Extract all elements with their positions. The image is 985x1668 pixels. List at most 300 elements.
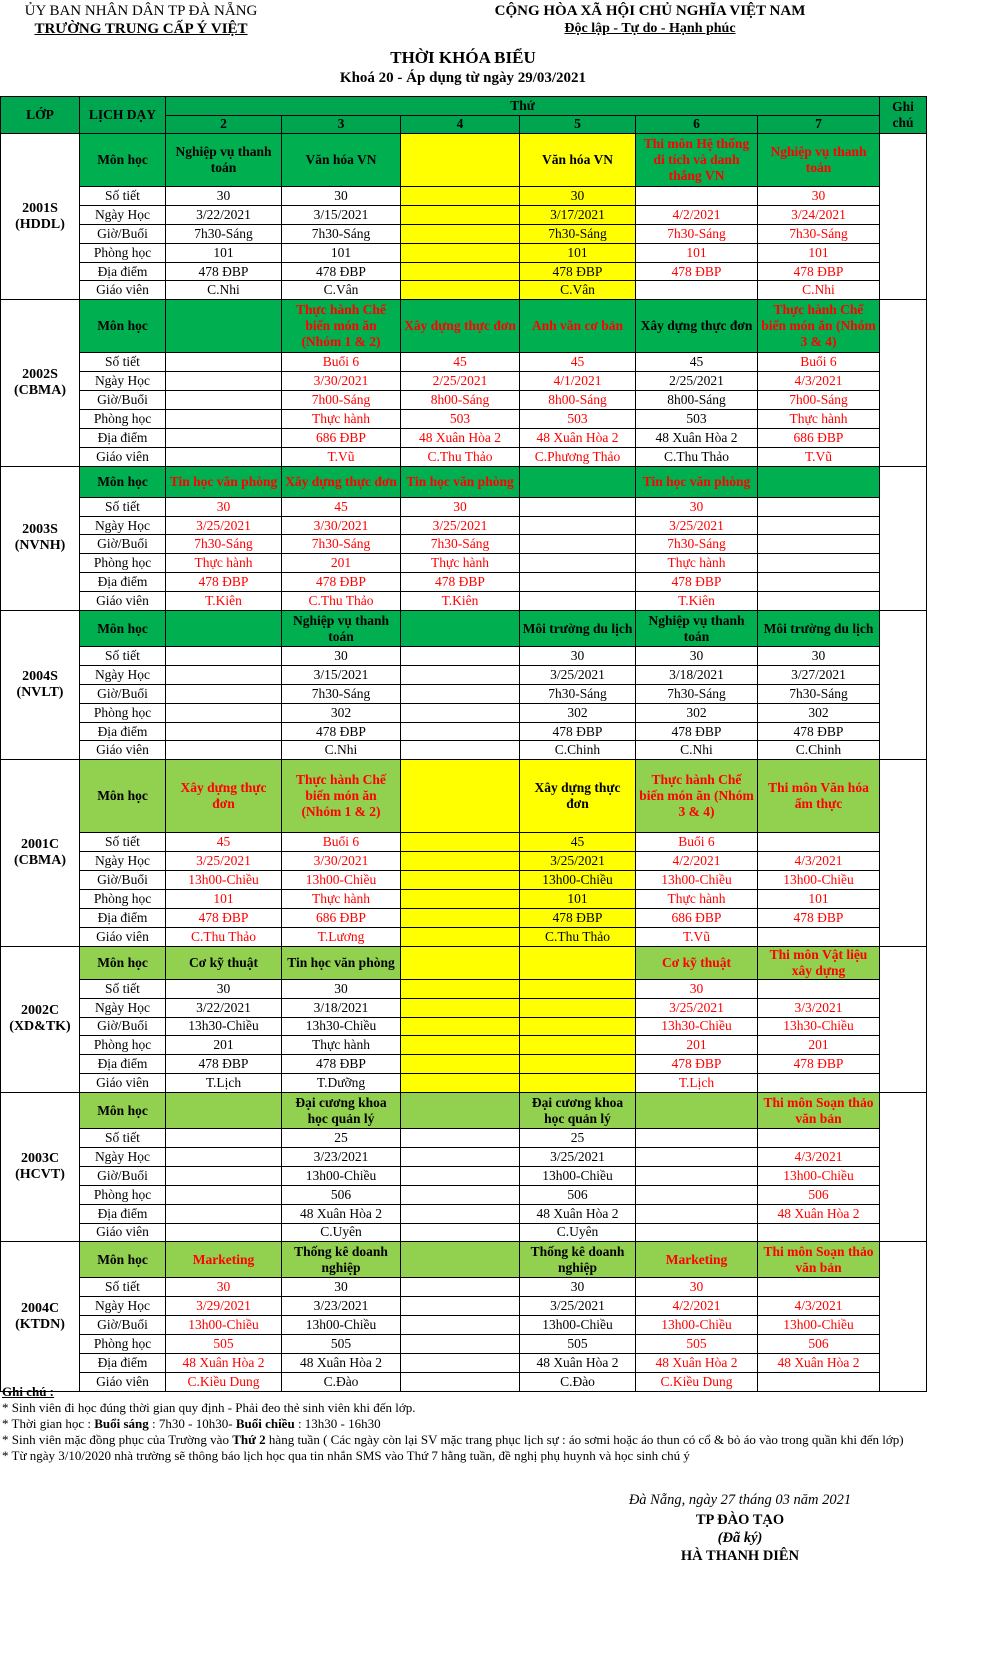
detail-cell: 478 ĐBP [166,262,282,281]
detail-cell: C.Đào [520,1372,636,1391]
detail-cell [401,1316,520,1335]
detail-cell [166,1185,282,1204]
detail-cell: 3/18/2021 [282,998,401,1017]
detail-cell: 7h00-Sáng [282,391,401,410]
subject-cell: Đại cương khoa học quản lý [520,1093,636,1129]
detail-cell [401,1074,520,1093]
subject-row [1,946,927,979]
detail-row [1,592,927,611]
note-cell [880,1093,927,1242]
detail-row [1,391,927,410]
class-code [1,1093,80,1242]
detail-cell: 7h30-Sáng [282,684,401,703]
detail-cell: Thực hành [282,890,401,909]
detail-row [1,665,927,684]
detail-cell: C.Thu Thảo [282,592,401,611]
detail-cell: 478 ĐBP [282,573,401,592]
row-label: Số tiết [80,497,166,516]
detail-cell [520,516,636,535]
note-item [2,1416,926,1432]
detail-cell [166,703,282,722]
detail-cell: C.Thu Thảo [166,927,282,946]
detail-cell: C.Nhi [166,281,282,300]
detail-cell: 505 [282,1335,401,1354]
detail-cell: 3/25/2021 [166,516,282,535]
detail-cell: C.Vân [520,281,636,300]
row-label: Giáo viên [80,741,166,760]
detail-cell: 13h00-Chiều [282,871,401,890]
row-label: Địa điểm [80,908,166,927]
detail-row [1,1297,927,1316]
detail-cell: T.Kiên [636,592,758,611]
signature-name: HÀ THANH DIÊN [680,1548,800,1564]
detail-cell: Buổi 6 [282,833,401,852]
signature-date: Đà Nẵng, ngày 27 tháng 03 năm 2021 [628,1492,852,1508]
header-left [0,2,282,38]
detail-cell: T.Vũ [758,447,880,466]
row-label: Phòng học [80,1036,166,1055]
detail-cell: 478 ĐBP [758,262,880,281]
detail-row [1,927,927,946]
detail-cell [520,998,636,1017]
detail-cell: 45 [636,353,758,372]
day-header: 3 [282,115,401,134]
detail-cell [520,979,636,998]
detail-cell: 25 [282,1129,401,1148]
detail-cell: 686 ĐBP [282,428,401,447]
note-text: hàng tuần ( Các ngày còn lại SV mặc trang phục lịch sự : áo sơmi hoặc áo thun có cổ & bỏ áo vào trong quần khi đến lớp) [265,1432,904,1447]
detail-cell: 3/18/2021 [636,665,758,684]
detail-cell: 3/23/2021 [282,1297,401,1316]
detail-cell [401,1335,520,1354]
detail-cell: C.Phương Thảo [520,447,636,466]
row-label: Địa điểm [80,1055,166,1074]
detail-cell: 478 ĐBP [401,573,520,592]
subject-cell: Thi môn Soạn thảo văn bản [758,1093,880,1129]
detail-cell: Thực hành [166,554,282,573]
detail-cell: 3/30/2021 [282,516,401,535]
class-code [1,760,80,946]
detail-cell [401,871,520,890]
detail-cell: 3/22/2021 [166,998,282,1017]
detail-cell: 478 ĐBP [520,262,636,281]
detail-row [1,998,927,1017]
row-label: Giáo viên [80,927,166,946]
detail-cell: 13h00-Chiều [166,871,282,890]
detail-cell: 506 [758,1335,880,1354]
subject-cell: Xây dựng thực đơn [401,300,520,353]
detail-cell [401,722,520,741]
detail-cell: Buổi 6 [636,833,758,852]
detail-cell: 3/25/2021 [520,665,636,684]
detail-cell: 7h30-Sáng [520,684,636,703]
row-label-mon-hoc: Môn học [80,611,166,647]
detail-cell: 30 [282,647,401,666]
detail-cell: 506 [520,1185,636,1204]
detail-cell: 3/27/2021 [758,665,880,684]
detail-cell: 503 [636,410,758,429]
detail-cell: 478 ĐBP [636,722,758,741]
row-label-mon-hoc: Môn học [80,946,166,979]
row-label-mon-hoc: Môn học [80,1242,166,1278]
detail-row [1,281,927,300]
note-text: Thứ 2 [232,1432,266,1447]
row-label: Giáo viên [80,447,166,466]
subject-cell [401,611,520,647]
detail-cell: 3/25/2021 [636,516,758,535]
notes-heading: Ghi chú : [2,1384,55,1399]
row-label: Địa điểm [80,573,166,592]
subject-cell: Thực hành Chế biến món ăn (Nhóm 3 & 4) [636,760,758,833]
detail-cell: 3/25/2021 [520,852,636,871]
class-major-text: (NVNH) [14,538,66,554]
detail-cell [166,428,282,447]
detail-cell [166,1129,282,1148]
detail-cell: 45 [282,497,401,516]
detail-cell [401,927,520,946]
note-text: : 7h30 - 10h30- [148,1416,236,1431]
detail-cell: T.Vũ [636,927,758,946]
detail-cell: 7h30-Sáng [636,535,758,554]
detail-cell: 30 [282,979,401,998]
detail-cell: 48 Xuân Hòa 2 [758,1353,880,1372]
detail-cell: T.Kiên [401,592,520,611]
detail-cell: 13h00-Chiều [282,1166,401,1185]
row-label-mon-hoc: Môn học [80,300,166,353]
subject-cell: Xây dựng thực đơn [282,466,401,497]
subject-cell [636,1093,758,1129]
detail-cell: 3/30/2021 [282,372,401,391]
detail-cell [758,1129,880,1148]
detail-cell [401,1278,520,1297]
row-label: Giáo viên [80,1074,166,1093]
detail-row [1,243,927,262]
detail-cell [401,262,520,281]
detail-cell: 30 [166,1278,282,1297]
detail-cell [401,665,520,684]
detail-cell: 101 [520,243,636,262]
detail-cell: 25 [520,1129,636,1148]
subject-cell [520,946,636,979]
detail-cell: 686 ĐBP [636,908,758,927]
detail-cell [166,372,282,391]
detail-row [1,979,927,998]
detail-cell: C.Uyên [282,1223,401,1242]
detail-row [1,187,927,206]
detail-cell: Buổi 6 [758,353,880,372]
detail-cell: C.Thu Thảo [520,927,636,946]
class-code [1,134,80,300]
subject-row [1,300,927,353]
row-label: Địa điểm [80,1353,166,1372]
detail-cell [401,205,520,224]
subject-cell [520,466,636,497]
note-cell [880,760,927,946]
detail-cell [401,1223,520,1242]
detail-cell [166,391,282,410]
row-label: Ngày Học [80,372,166,391]
detail-cell: 30 [401,497,520,516]
note-text: * Sinh viên mặc đồng phục của Trường vào [2,1432,233,1447]
detail-cell [401,1017,520,1036]
class-code [1,611,80,760]
detail-cell: 30 [758,647,880,666]
subject-cell: Nghiệp vụ thanh toán [636,611,758,647]
detail-cell [758,1278,880,1297]
class-major-text: (HDDL) [15,216,65,232]
detail-cell: 13h00-Chiều [758,1316,880,1335]
row-label: Phòng học [80,1335,166,1354]
detail-cell: Thực hành [636,890,758,909]
subject-row [1,760,927,833]
detail-cell: 302 [758,703,880,722]
row-label: Giờ/Buổi [80,1166,166,1185]
detail-cell: C.Thu Thảo [636,447,758,466]
row-label: Giáo viên [80,592,166,611]
subject-row [1,1242,927,1278]
subject-cell: Môi trường du lịch [520,611,636,647]
row-label: Giáo viên [80,1223,166,1242]
class-major-text: (KTDN) [15,1316,65,1332]
detail-cell: T.Lương [282,927,401,946]
detail-row [1,573,927,592]
detail-cell: 30 [636,647,758,666]
detail-cell: 7h30-Sáng [282,224,401,243]
detail-row [1,647,927,666]
subject-cell: Nghiệp vụ thanh toán [282,611,401,647]
row-label: Ngày Học [80,1147,166,1166]
detail-row [1,262,927,281]
row-label: Phòng học [80,890,166,909]
row-label: Phòng học [80,410,166,429]
detail-cell [401,979,520,998]
detail-cell [758,979,880,998]
detail-cell: 30 [282,187,401,206]
subject-cell [401,1242,520,1278]
subject-cell: Thống kê doanh nghiệp [282,1242,401,1278]
detail-cell [401,243,520,262]
detail-cell: 302 [520,703,636,722]
note-item [2,1432,926,1448]
detail-cell: 201 [166,1036,282,1055]
row-label: Ngày Học [80,665,166,684]
detail-cell [401,703,520,722]
detail-cell [401,1147,520,1166]
detail-row [1,205,927,224]
detail-cell [758,592,880,611]
timetable-body [1,134,927,1392]
row-label: Giáo viên [80,281,166,300]
detail-cell: 30 [758,187,880,206]
detail-cell: T.Lịch [166,1074,282,1093]
detail-cell: 48 Xuân Hòa 2 [401,428,520,447]
detail-cell [758,497,880,516]
class-code [1,300,80,466]
detail-row [1,497,927,516]
detail-cell: 503 [520,410,636,429]
detail-row [1,1129,927,1148]
detail-cell [758,535,880,554]
detail-cell [758,1074,880,1093]
detail-cell: 478 ĐBP [282,1055,401,1074]
detail-cell: 48 Xuân Hòa 2 [520,428,636,447]
detail-cell: 478 ĐBP [166,1055,282,1074]
row-label: Địa điểm [80,262,166,281]
col-header-lich-day: LỊCH DẠY [80,97,166,134]
subject-row [1,134,927,187]
detail-cell: 7h30-Sáng [636,224,758,243]
note-cell [880,466,927,610]
detail-row [1,447,927,466]
col-header-lop: LỚP [1,97,80,134]
detail-cell: 201 [758,1036,880,1055]
note-cell [880,1242,927,1391]
detail-cell: Thực hành [636,554,758,573]
detail-row [1,554,927,573]
row-label: Ngày Học [80,852,166,871]
detail-cell: 101 [758,243,880,262]
detail-cell: 505 [166,1335,282,1354]
row-label: Số tiết [80,187,166,206]
row-label: Giờ/Buổi [80,1316,166,1335]
detail-cell [401,1353,520,1372]
detail-cell: 30 [520,647,636,666]
page-title: THỜI KHÓA BIỂU [390,48,536,67]
detail-cell: 13h00-Chiều [282,1316,401,1335]
detail-cell: 45 [401,353,520,372]
detail-cell: 7h30-Sáng [520,224,636,243]
detail-row [1,1335,927,1354]
detail-cell [401,684,520,703]
subject-row [1,611,927,647]
authority-name: ỦY BAN NHÂN DÂN TP ĐÀ NẴNG [24,3,258,19]
subject-cell: Nghiệp vụ thanh toán [758,134,880,187]
detail-cell: 4/1/2021 [520,372,636,391]
detail-cell [166,447,282,466]
detail-cell: 2/25/2021 [636,372,758,391]
detail-cell: 13h00-Chiều [166,1316,282,1335]
detail-cell [636,1185,758,1204]
detail-cell [520,554,636,573]
detail-cell: 30 [636,497,758,516]
detail-cell: 45 [166,833,282,852]
detail-row [1,1204,927,1223]
detail-cell: 3/30/2021 [282,852,401,871]
day-header: 5 [520,115,636,134]
note-item: * Từ ngày 3/10/2020 nhà trường sẽ thông báo lịch học qua tin nhắn SMS vào Thứ 7 hằng tuần, đề nghị phụ huynh và học sinh chú ý [2,1448,690,1463]
detail-row [1,428,927,447]
detail-cell [520,1017,636,1036]
detail-cell: 3/25/2021 [520,1147,636,1166]
subject-row [1,1093,927,1129]
detail-row [1,516,927,535]
row-label: Giờ/Buổi [80,391,166,410]
detail-cell: 13h00-Chiều [636,871,758,890]
subject-cell: Thi môn Vật liệu xây dựng [758,946,880,979]
subject-cell: Thi môn Hệ thống di tích và danh thắng VN [636,134,758,187]
detail-cell: 7h30-Sáng [282,535,401,554]
row-label: Số tiết [80,353,166,372]
detail-cell [401,1129,520,1148]
detail-cell [636,1204,758,1223]
detail-cell: 201 [282,554,401,573]
signature-dept: TP ĐÀO TẠO [695,1512,785,1528]
detail-cell [166,684,282,703]
detail-cell: 7h00-Sáng [758,391,880,410]
row-label: Phòng học [80,703,166,722]
detail-cell [758,573,880,592]
detail-cell: C.Chinh [520,741,636,760]
detail-cell [166,1147,282,1166]
detail-cell: 4/3/2021 [758,852,880,871]
detail-cell: 48 Xuân Hòa 2 [636,428,758,447]
note-cell [880,134,927,300]
detail-cell: 505 [520,1335,636,1354]
detail-row [1,1055,927,1074]
subject-cell: Thi môn Soạn thảo văn bản [758,1242,880,1278]
day-header: 6 [636,115,758,134]
header-right [380,2,920,38]
detail-row [1,1278,927,1297]
detail-cell [401,1204,520,1223]
detail-cell: 48 Xuân Hòa 2 [520,1353,636,1372]
detail-cell: 101 [166,243,282,262]
detail-row [1,372,927,391]
detail-cell [401,852,520,871]
detail-cell [401,1166,520,1185]
detail-cell: 101 [520,890,636,909]
detail-cell [401,998,520,1017]
detail-cell: C.Nhi [636,741,758,760]
detail-cell: 13h00-Chiều [520,1316,636,1335]
detail-cell [401,187,520,206]
subject-cell: Môi trường du lịch [758,611,880,647]
subject-cell [166,300,282,353]
detail-cell: 478 ĐBP [282,722,401,741]
detail-cell: 2/25/2021 [401,372,520,391]
detail-row [1,1147,927,1166]
subject-cell [401,134,520,187]
detail-cell [520,592,636,611]
detail-row [1,890,927,909]
subject-row [1,466,927,497]
class-major-text: (CBMA) [13,853,67,869]
subject-cell: Thực hành Chế biến món ăn (Nhóm 3 & 4) [758,300,880,353]
detail-cell: 503 [401,410,520,429]
detail-cell: 7h30-Sáng [401,535,520,554]
subject-cell: Tin học văn phòng [636,466,758,497]
detail-cell: Thực hành [282,1036,401,1055]
row-label: Giờ/Buổi [80,535,166,554]
subject-cell: Nghiệp vụ thanh toán [166,134,282,187]
row-label: Giờ/Buổi [80,871,166,890]
row-label: Giờ/Buổi [80,684,166,703]
detail-cell: 686 ĐBP [758,428,880,447]
row-label: Giờ/Buổi [80,224,166,243]
row-label: Địa điểm [80,722,166,741]
note-cell [880,300,927,466]
note-text: Buổi sáng [94,1416,149,1431]
detail-cell: 13h30-Chiều [758,1017,880,1036]
detail-row [1,1316,927,1335]
subject-cell [166,611,282,647]
detail-cell: 506 [758,1185,880,1204]
detail-cell: 8h00-Sáng [401,391,520,410]
detail-cell [758,554,880,573]
detail-cell: 505 [636,1335,758,1354]
subject-cell: Cơ kỹ thuật [166,946,282,979]
detail-cell: 478 ĐBP [520,722,636,741]
